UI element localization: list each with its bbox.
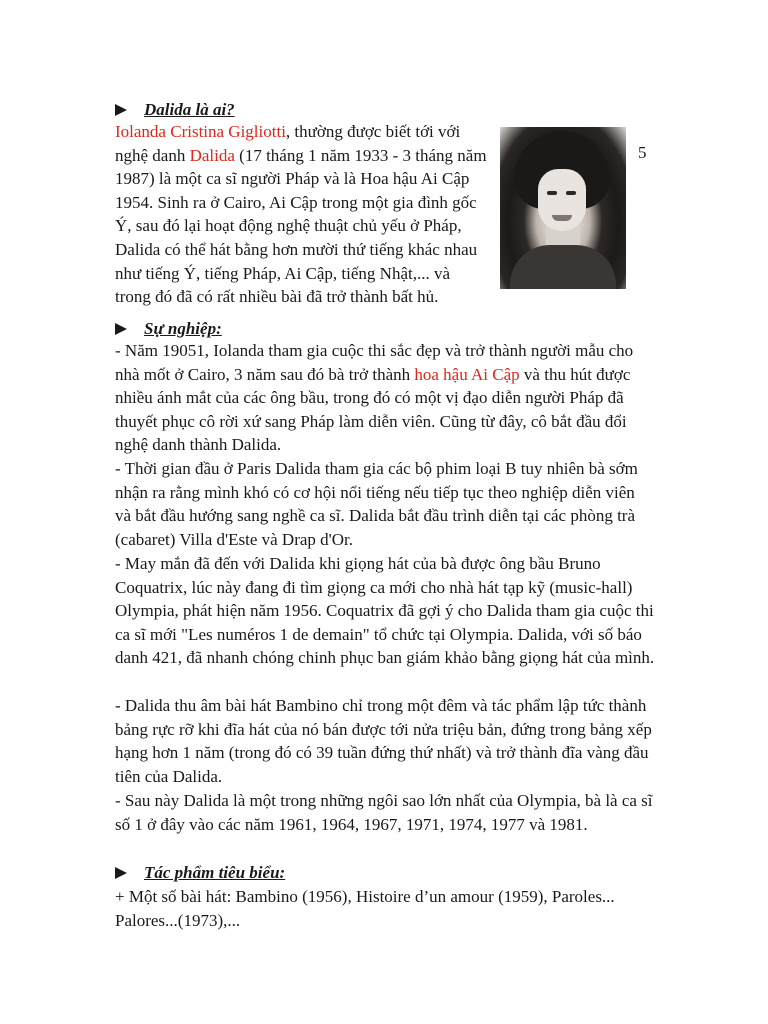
arrow-bullet-icon	[115, 867, 127, 879]
arrow-bullet-icon	[115, 323, 127, 335]
photo-eye-left	[547, 191, 557, 195]
career-paragraph-4: - Dalida thu âm bài hát Bambino chỉ trong một đêm và tác phẩm lập tức thành bảng rực rỡ khi đĩa hát của nó bán được tới nửa triệu bản, đứng trong bảng xếp hạng hơn 1 năm (trong đó có 39 tuần đứng thứ nhất) và trở thành đĩa vàng đầu tiên của Dalida.	[115, 696, 652, 786]
section-heading-works	[115, 861, 285, 885]
works-heading-text: Tác phẩm tiêu biểu:	[144, 863, 286, 882]
section-heading-intro	[115, 98, 235, 122]
page-number: 5	[638, 143, 647, 162]
intro-heading-text: Dalida là ai?	[144, 100, 235, 119]
intro-paragraph	[115, 120, 487, 309]
photo-dress	[510, 245, 616, 289]
photo-face	[538, 169, 586, 231]
works-paragraph-1: + Một số bài hát: Bambino (1956), Histoire d’un amour (1959), Paroles... Palores...(1973),...	[115, 887, 615, 930]
intro-text-2: (17 tháng 1 năm 1933 - 3 tháng năm 1987) là một ca sĩ người Pháp và là Hoa hậu Ai Cập 1954. Sinh ra ở Cairo, Ai Cập trong một gia đình gốc Ý, sau đó lại hoạt động nghệ thuật chủ yếu ở Pháp, Dalida có thể hát bằng hơn mười thứ tiếng khác nhau như tiếng Ý, tiếng Pháp, Ai Cập, tiếng Nhật,... và trong đó đã có rất nhiều bài đã trở thành bất hủ.	[115, 145, 487, 307]
career-paragraph-2: - Thời gian đầu ở Paris Dalida tham gia các bộ phim loại B tuy nhiên bà sớm nhận ra rằng mình khó có cơ hội nổi tiếng nếu tiếp tục theo nghiệp diễn viên và bắt đầu hướng sang nghề ca sĩ. Dalida bắt đầu trình diễn tại các phòng trà (cabaret) Villa d'Este và Drap d'Or.	[115, 459, 638, 549]
photo-eye-right	[566, 191, 576, 195]
career-heading-text: Sự nghiệp:	[144, 319, 222, 338]
full-name-highlight: Iolanda Cristina Gigliotti	[115, 122, 286, 141]
intro-text-1: , thường được biết tới với nghệ danh	[115, 122, 461, 165]
career-paragraph-3: - May mắn đã đến với Dalida khi giọng hát của bà được ông bầu Bruno Coquatrix, lúc này đang đi tìm giọng ca mới cho nhà hát tạp kỹ (music-hall) Olympia, phát hiện năm 1956. Coquatrix đã gợi ý cho Dalida tham gia cuộc thi ca sĩ mới "Les numéros 1 de demain" tổ chức tại Olympia. Dalida, với số báo danh 421, đã nhanh chóng chinh phục ban giám khảo bằng giọng hát của mình.	[115, 554, 655, 668]
career-p1-text-a: - Năm 19051, Iolanda tham gia cuộc thi sắc đẹp và trở thành người mẫu cho nhà mốt ở Cairo, 3 năm sau đó bà trở thành	[115, 341, 634, 384]
miss-egypt-highlight: hoa hậu Ai Cập	[414, 364, 520, 384]
career-p1-text-b: và thu hút được nhiều ánh mắt của các ông bầu, trong đó có một vị đạo diễn người Pháp đã thuyết phục cô rời xứ sang Pháp làm diễn viên. Cũng từ đây, cô bắt đầu đổi nghệ danh thành Dalida.	[115, 364, 631, 455]
arrow-bullet-icon	[115, 104, 127, 116]
photo-mouth	[552, 215, 572, 221]
stage-name-highlight: Dalida	[189, 145, 235, 165]
career-paragraph-5: - Sau này Dalida là một trong những ngôi sao lớn nhất của Olympia, bà là ca sĩ số 1 ở đây vào các năm 1961, 1964, 1967, 1971, 1974, 1977 và 1981.	[115, 791, 653, 834]
portrait-photo	[500, 127, 626, 289]
career-paragraph-1	[115, 339, 655, 457]
section-heading-career	[115, 317, 222, 341]
